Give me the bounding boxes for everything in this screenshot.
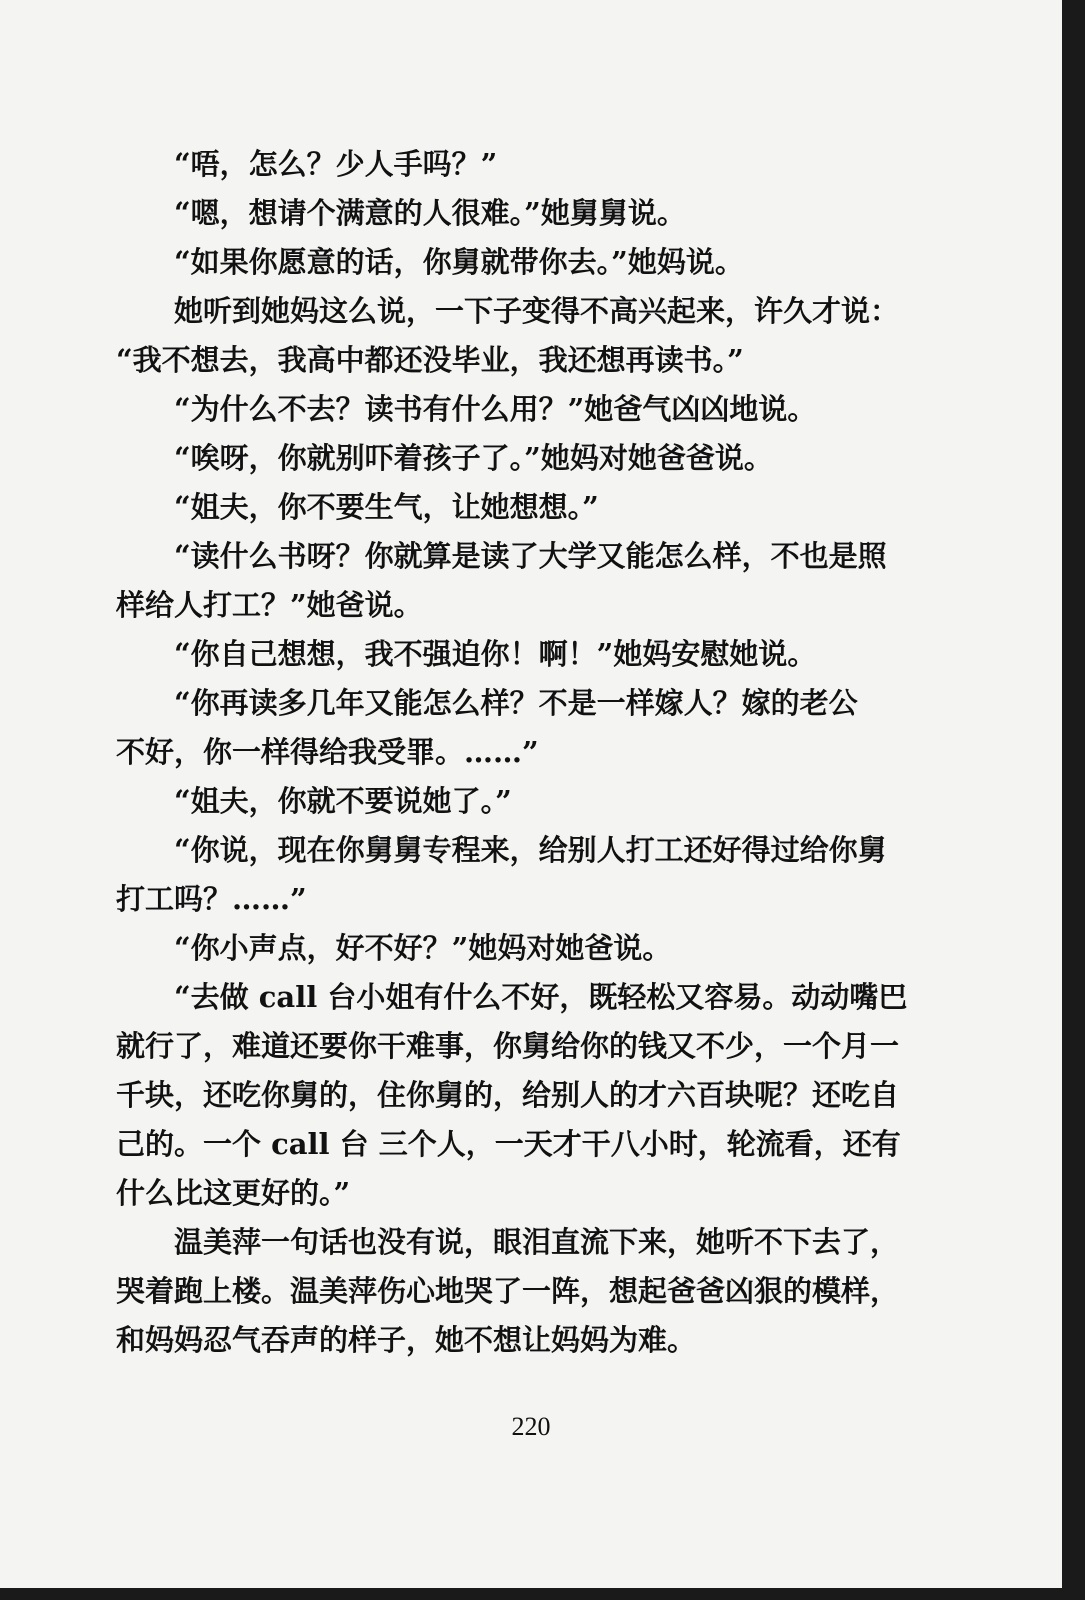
text-line: 和妈妈忍气吞声的样子，她不想让妈妈为难。 [116, 1323, 697, 1357]
page-number: 220 [511, 1412, 551, 1441]
scan-edge-right [1062, 0, 1085, 1600]
text-line: 什么比这更好的。” [116, 1176, 351, 1210]
text-line: “读什么书呀？你就算是读了大学又能怎么样，不也是照 [174, 539, 887, 573]
text-line: 哭着跑上楼。温美萍伤心地哭了一阵，想起爸爸凶狠的模样， [116, 1274, 900, 1308]
text-line: 就行了，难道还要你干难事，你舅给你的钱又不少，一个月一 [116, 1029, 900, 1063]
text-line: “你自己想想，我不强迫你！啊！”她妈安慰她说。 [174, 637, 817, 671]
scan-edge-bottom [0, 1588, 1085, 1600]
text-line: “唉呀，你就别吓着孩子了。”她妈对她爸爸说。 [174, 441, 773, 475]
text-line: 千块，还吃你舅的，住你舅的，给别人的才六百块呢？还吃自 [116, 1078, 900, 1112]
text-line: 她听到她妈这么说，一下子变得不高兴起来，许久才说： [174, 294, 900, 328]
text-line: “你再读多几年又能怎么样？不是一样嫁人？嫁的老公 [174, 686, 858, 720]
text-line: “唔，怎么？少人手吗？” [174, 147, 498, 181]
text-line: 己的。一个 call 台 三个人，一天才干八小时，轮流看，还有 [116, 1127, 901, 1161]
text-line: “姐夫，你就不要说她了。” [174, 784, 512, 818]
text-line: “我不想去，我高中都还没毕业，我还想再读书。” [116, 343, 744, 377]
text-line: “为什么不去？读书有什么用？”她爸气凶凶地说。 [174, 392, 817, 426]
body-text [116, 140, 936, 1365]
text-line: 样给人打工？”她爸说。 [116, 588, 423, 622]
text-line: 温美萍一句话也没有说，眼泪直流下来，她听不下去了， [174, 1225, 900, 1259]
text-line: 打工吗？……” [116, 882, 307, 916]
text-line: “嗯，想请个满意的人很难。”她舅舅说。 [174, 196, 686, 230]
text-line: “你小声点，好不好？”她妈对她爸说。 [174, 931, 672, 965]
text-line: “去做 call 台小姐有什么不好，既轻松又容易。动动嘴巴 [174, 980, 908, 1014]
text-line: “姐夫，你不要生气，让她想想。” [174, 490, 599, 524]
text-line: 不好，你一样得给我受罪。……” [116, 735, 539, 769]
text-line: “你说，现在你舅舅专程来，给别人打工还好得过给你舅 [174, 833, 887, 867]
text-line: “如果你愿意的话，你舅就带你去。”她妈说。 [174, 245, 744, 279]
